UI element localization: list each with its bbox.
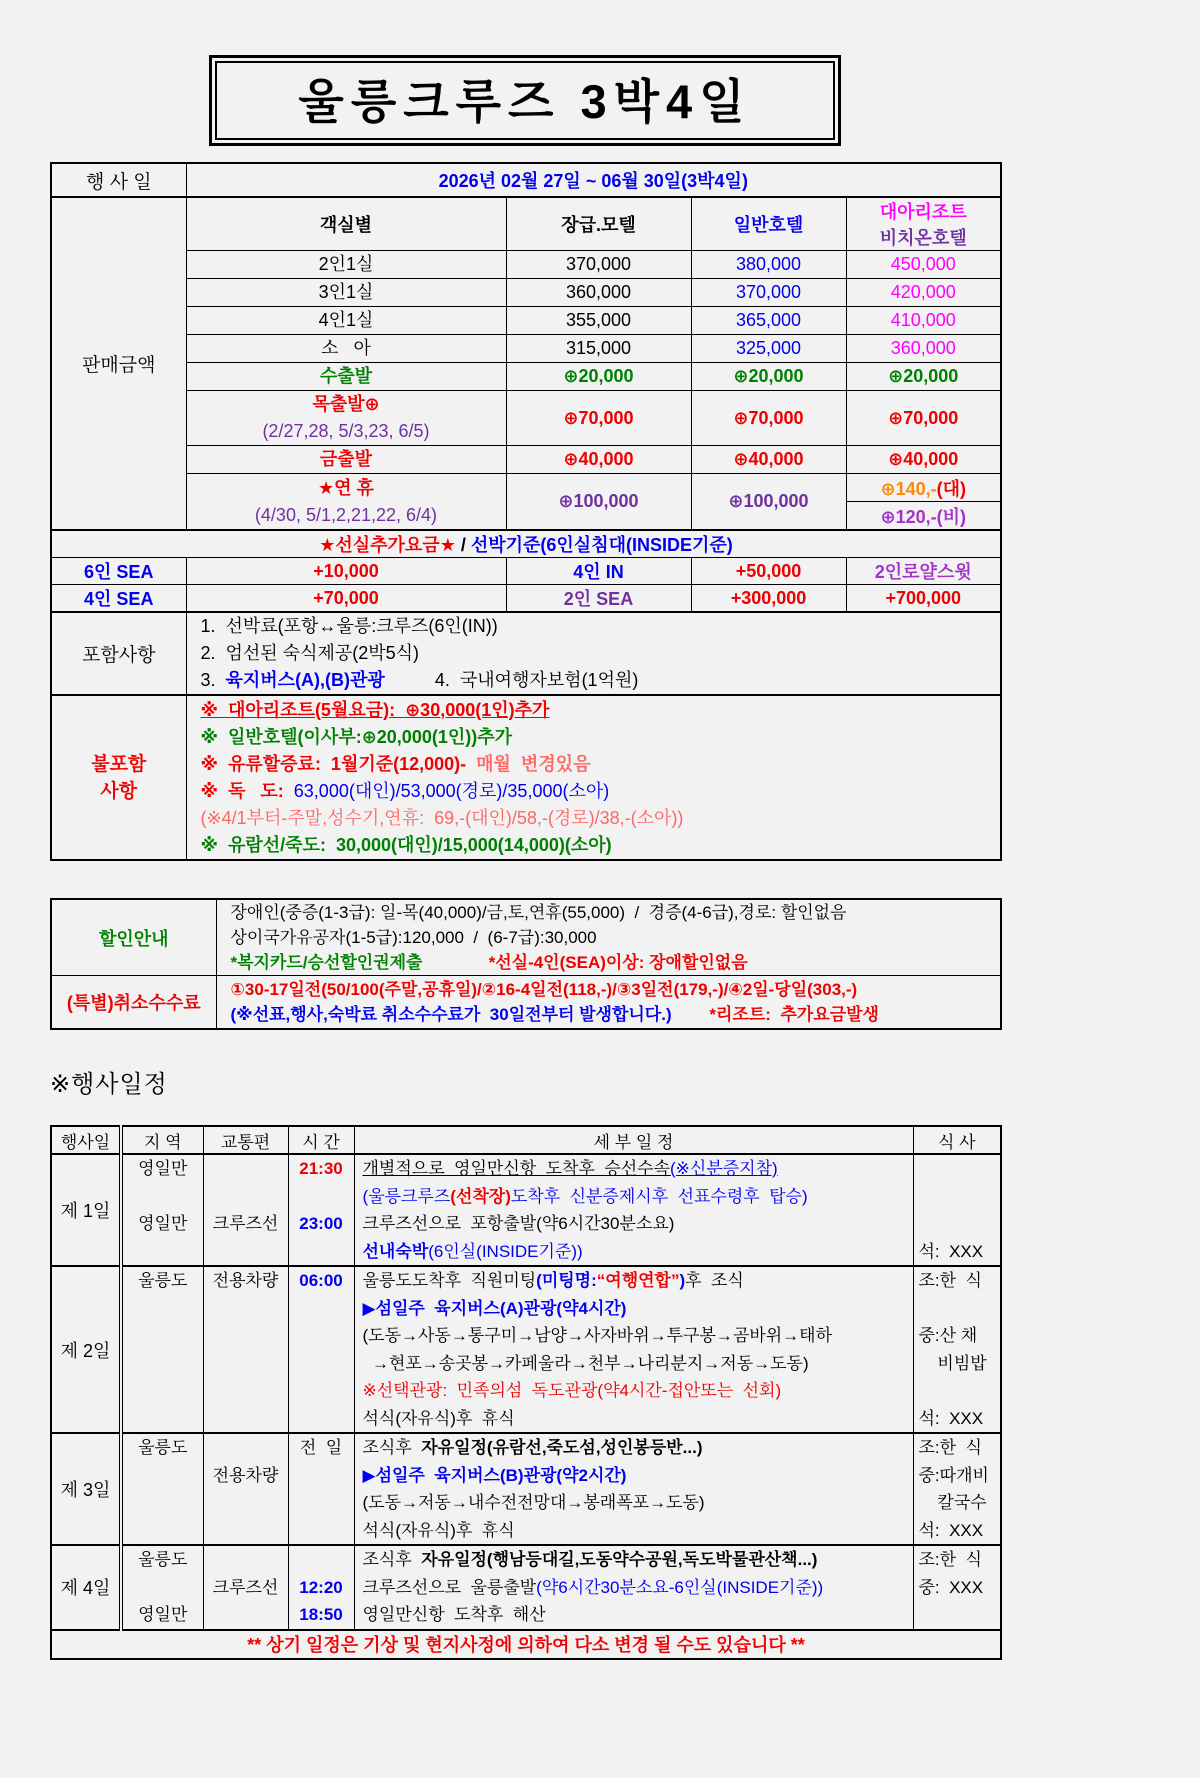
price-section-label-cell: 판매금액 xyxy=(51,197,186,530)
details-cell: 조식후 자유일정(유람선,죽도섬,성인봉등반...) ▶섬일주 육지버스(B)관광(약2시간) (도동→저동→내수전전망대→봉래폭포→도동) 석식(자유식)후 휴식 xyxy=(354,1433,913,1545)
price-hotel-cell: ⊕40,000 xyxy=(691,446,846,474)
schedule-header-cell: 지 역 xyxy=(121,1126,203,1154)
surcharge-cell: 6인 SEA xyxy=(51,558,186,585)
schedule-table xyxy=(50,1125,1002,1660)
price-hotel-cell: ⊕20,000 xyxy=(691,363,846,391)
surcharge-cell: 2인 SEA xyxy=(506,585,691,613)
schedule-header-cell: 식 사 xyxy=(913,1126,1001,1154)
price-row xyxy=(51,251,1001,279)
price-hotel-cell: 380,000 xyxy=(691,251,846,279)
room-label-cell: 소 아 xyxy=(186,335,506,363)
header-resort xyxy=(846,197,1001,251)
price-motel-cell: ⊕40,000 xyxy=(506,446,691,474)
cancel-lines-cell: ①30-17일전(50/100(주말,공휴일)/②16-4일전(118,-)/③3일전(179,-)/④2일-당일(303,-) (※선표,행사,숙박료 취소수수료가 30일전부터 발생합니다.) *리조트: 추가요금발생 xyxy=(216,976,1001,1030)
event-date-row xyxy=(51,163,1001,197)
transport-cell: 크루즈선 xyxy=(203,1545,288,1630)
included-lines-cell: 1. 선박료(포항↔울릉:크루즈(6인(IN)) 2. 엄선된 숙식제공(2박5식) 3. 육지버스(A),(B)관광 4. 국내여행자보험(1억원) xyxy=(186,612,1001,695)
price-row xyxy=(51,335,1001,363)
price-resort-cell: 420,000 xyxy=(846,279,1001,307)
room-label-cell: 4인1실 xyxy=(186,307,506,335)
price-motel-cell: ⊕70,000 xyxy=(506,391,691,446)
schedule-header-row xyxy=(51,1126,1001,1154)
surcharge-title-row xyxy=(51,530,1001,558)
page-title: 울릉크루즈 3박4일 xyxy=(215,61,835,140)
surcharge-cell: +10,000 xyxy=(186,558,506,585)
price-motel-cell: ⊕100,000 xyxy=(506,474,691,531)
price-motel-cell: 370,000 xyxy=(506,251,691,279)
room-label-cell: 수출발 xyxy=(186,363,506,391)
price-motel-cell: 315,000 xyxy=(506,335,691,363)
schedule-footer-cell: ** 상기 일정은 기상 및 현지사정에 의하여 다소 변경 될 수도 있습니다 ** xyxy=(51,1630,1001,1659)
price-row xyxy=(51,363,1001,391)
holiday-label-cell: ★연 휴 (4/30, 5/1,2,21,22, 6/4) xyxy=(186,474,506,531)
transport-cell: 전용차량 xyxy=(203,1266,288,1433)
price-hotel-cell: ⊕70,000 xyxy=(691,391,846,446)
day-cell: 제 4일 xyxy=(51,1545,121,1630)
schedule-header-cell: 세 부 일 정 xyxy=(354,1126,913,1154)
room-label-cell: 금출발 xyxy=(186,446,506,474)
pricing-table xyxy=(50,162,1002,861)
region-cell: 울릉도 xyxy=(121,1433,203,1545)
day-cell: 제 2일 xyxy=(51,1266,121,1433)
included-row xyxy=(51,612,1001,695)
room-label-cell: 3인1실 xyxy=(186,279,506,307)
day-cell: 제 1일 xyxy=(51,1154,121,1266)
price-resort-cell: 410,000 xyxy=(846,307,1001,335)
details-cell: 개별적으로 영일만신항 도착후 승선수속(※신분증지참) (울릉크루즈(선착장)도착후 신분증제시후 선표수령후 탑승) 크루즈선으로 포항출발(약6시간30분소요) 선내숙박(6인실(INSIDE기준)) xyxy=(354,1154,913,1266)
meals-cell: 조:한 식 중:따개비 칼국수 석: XXX xyxy=(913,1433,1001,1545)
schedule-header-cell: 교통편 xyxy=(203,1126,288,1154)
price-row xyxy=(51,279,1001,307)
price-resort-cell: ⊕20,000 xyxy=(846,363,1001,391)
price-motel-cell: 360,000 xyxy=(506,279,691,307)
region-cell: 울릉도 영일만 xyxy=(121,1545,203,1630)
header-hotel: 일반호텔 xyxy=(691,197,846,251)
schedule-header-cell: 행사일 xyxy=(51,1126,121,1154)
included-label-cell: 포함사항 xyxy=(51,612,186,695)
price-hotel-cell: ⊕100,000 xyxy=(691,474,846,531)
cancel-label-cell: (특별)취소수수료 xyxy=(51,976,216,1030)
time-cell: 06:00 xyxy=(288,1266,354,1433)
details-cell: 조식후 자유일정(행남등대길,도동약수공원,독도박물관산책...) 크루즈선으로 울릉출발(약6시간30분소요-6인실(INSIDE기준)) 영일만신항 도착후 해산 xyxy=(354,1545,913,1630)
price-header-row xyxy=(51,197,1001,251)
surcharge-cell: +70,000 xyxy=(186,585,506,613)
room-label-cell: 2인1실 xyxy=(186,251,506,279)
transport-cell: 크루즈선 xyxy=(203,1154,288,1266)
surcharge-row xyxy=(51,585,1001,613)
price-row xyxy=(51,307,1001,335)
price-motel-cell: 355,000 xyxy=(506,307,691,335)
schedule-footer-row xyxy=(51,1630,1001,1659)
schedule-heading: ※행사일정 xyxy=(50,1071,168,1098)
time-cell: 21:30 23:00 xyxy=(288,1154,354,1266)
discount-label-cell: 할인안내 xyxy=(51,899,216,976)
room-label-cell: 목출발⊕ (2/27,28, 5/3,23, 6/5) xyxy=(186,391,506,446)
price-hotel-cell: 365,000 xyxy=(691,307,846,335)
surcharge-cell: +300,000 xyxy=(691,585,846,613)
price-resort-cell-bottom: ⊕120,-(비) xyxy=(846,502,1001,531)
header-resort-line2: 비치온호텔 xyxy=(879,228,967,248)
header-resort-line1: 대아리조트 xyxy=(879,202,967,222)
price-resort-cell-top: ⊕140,-(대) xyxy=(846,474,1001,502)
schedule-day-row xyxy=(51,1545,1001,1630)
schedule-header-cell: 시 간 xyxy=(288,1126,354,1154)
surcharge-cell: 4인 SEA xyxy=(51,585,186,613)
day-cell: 제 3일 xyxy=(51,1433,121,1545)
meals-cell: 조:한 식 중: XXX xyxy=(913,1545,1001,1630)
region-cell: 영일만 영일만 xyxy=(121,1154,203,1266)
meals-cell: 석: XXX xyxy=(913,1154,1001,1266)
price-row xyxy=(51,391,1001,446)
schedule-day-row xyxy=(51,1266,1001,1433)
price-resort-cell: ⊕70,000 xyxy=(846,391,1001,446)
excluded-label-cell: 불포함 사항 xyxy=(51,695,186,860)
event-date-value-cell: 2026년 02월 27일 ~ 06월 30일(3박4일) xyxy=(186,163,1001,197)
header-room-type: 객실별 xyxy=(186,197,506,251)
transport-cell: 전용차량 xyxy=(203,1433,288,1545)
schedule-day-row xyxy=(51,1433,1001,1545)
discount-row xyxy=(51,899,1001,976)
discount-table xyxy=(50,898,1002,1030)
price-resort-cell: ⊕40,000 xyxy=(846,446,1001,474)
surcharge-title-cell: ★선실추가요금★ / 선박기준(6인실침대(INSIDE기준) xyxy=(51,530,1001,558)
price-resort-cell: 360,000 xyxy=(846,335,1001,363)
discount-lines-cell: 장애인(중증(1-3급): 일-목(40,000)/금,토,연휴(55,000) / 경증(4-6급),경로: 할인없음 상이국가유공자(1-5급):120,000 / (6-7급):30,000 *복지카드/승선할인권제출 *선실-4인(SEA)이상: 장애할인없음 xyxy=(216,899,1001,976)
surcharge-cell: +700,000 xyxy=(846,585,1001,613)
excluded-lines-cell: ※ 대아리조트(5월요금): ⊕30,000(1인)추가 ※ 일반호텔(이사부:⊕20,000(1인))추가 ※ 유류할증료: 1월기준(12,000)- 매월 변경있음 ※ 독 도: 63,000(대인)/53,000(경로)/35,000(소아) (※4/1부터-주말,성수기,연휴: 69,-(대인)/58,-(경로)/38,-(소아)) ※ 유람선/죽도: 30,000(대인)/15,000(14,000)(소아) xyxy=(186,695,1001,860)
price-hotel-cell: 370,000 xyxy=(691,279,846,307)
cancel-row xyxy=(51,976,1001,1030)
schedule-day-row xyxy=(51,1154,1001,1266)
price-motel-cell: ⊕20,000 xyxy=(506,363,691,391)
surcharge-row xyxy=(51,558,1001,585)
excluded-row xyxy=(51,695,1001,860)
price-hotel-cell: 325,000 xyxy=(691,335,846,363)
details-cell: 울릉도도착후 직원미팅(미팅명:“여행연합”)후 조식 ▶섬일주 육지버스(A)관광(약4시간) (도동→사동→통구미→남양→사자바위→투구봉→곰바위→태하 →현포→송곳봉→카페울라→천부→나리분지→저동→도동) ※선택관광: 민족의섬 독도관광(약4시간-접안또는 선회) 석식(자유식)후 휴식 xyxy=(354,1266,913,1433)
price-row xyxy=(51,446,1001,474)
surcharge-cell: +50,000 xyxy=(691,558,846,585)
time-cell: 12:20 18:50 xyxy=(288,1545,354,1630)
region-cell: 울릉도 xyxy=(121,1266,203,1433)
meals-cell: 조:한 식 중:산 채 비빔밥 석: XXX xyxy=(913,1266,1001,1433)
holiday-row xyxy=(51,474,1001,502)
price-resort-cell: 450,000 xyxy=(846,251,1001,279)
surcharge-cell: 2인로얄스윗 xyxy=(846,558,1001,585)
surcharge-cell: 4인 IN xyxy=(506,558,691,585)
header-motel: 장급.모텔 xyxy=(506,197,691,251)
title-box xyxy=(209,55,841,146)
time-cell: 전 일 xyxy=(288,1433,354,1545)
event-date-label-cell: 행 사 일 xyxy=(51,163,186,197)
